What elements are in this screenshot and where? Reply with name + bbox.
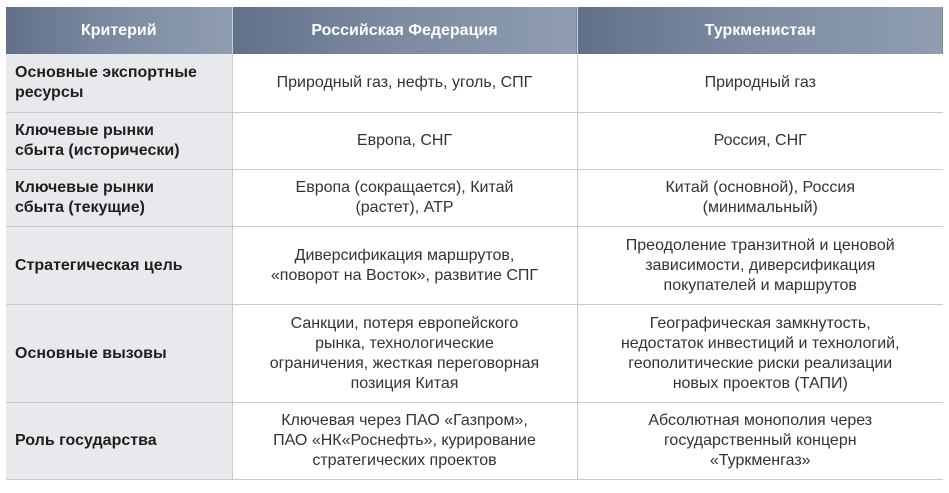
- criterion-cell: [6, 305, 232, 403]
- russia-text: Ключевая через ПАО «Газпром», ПАО «НК«Роснефть», курирование стратегических проектов: [273, 412, 536, 469]
- criterion-text: Основные вызовы: [15, 344, 167, 362]
- header-criterion: Критерий: [6, 7, 232, 54]
- criterion-cell: [6, 113, 232, 170]
- russia-cell: [232, 113, 577, 170]
- russia-text: Диверсификация маршрутов, «поворот на Восток», развитие СПГ: [270, 246, 539, 284]
- header-russia: Российская Федерация: [232, 7, 577, 54]
- turkmenistan-text: Абсолютная монополия через государственный концерн «Туркменгаз»: [648, 412, 873, 469]
- table-row: [6, 305, 943, 403]
- comparison-table-container: [6, 7, 943, 480]
- table-header: [6, 7, 943, 54]
- criterion-text: Основные экспортные ресурсы: [15, 64, 197, 101]
- russia-text: Природный газ, нефть, уголь, СПГ: [276, 74, 533, 91]
- table-body: [6, 54, 943, 480]
- russia-text: Европа, СНГ: [356, 132, 453, 149]
- turkmenistan-text: Природный газ: [704, 74, 816, 91]
- turkmenistan-text: Китай (основной), Россия (минимальный): [665, 179, 855, 216]
- header-turkmenistan: Туркменистан: [577, 7, 943, 54]
- comparison-table: [6, 7, 943, 480]
- turkmenistan-cell: [577, 113, 943, 170]
- table-row: [6, 227, 943, 305]
- table-row: [6, 403, 943, 480]
- criterion-text: Роль государства: [15, 432, 157, 449]
- criterion-text: Ключевые рынки сбыта (исторически): [15, 122, 180, 159]
- turkmenistan-cell: [577, 305, 943, 403]
- criterion-cell: [6, 170, 232, 227]
- turkmenistan-text: Преодоление транзитной и ценовой зависимости, диверсификация покупателей и маршрутов: [625, 236, 895, 294]
- turkmenistan-text: Россия, СНГ: [713, 132, 807, 149]
- criterion-text: Ключевые рынки сбыта (текущие): [15, 179, 154, 216]
- russia-text: Европа (сокращается), Китай (растет), АТР: [295, 179, 514, 216]
- russia-cell: [232, 170, 577, 227]
- criterion-cell: [6, 403, 232, 480]
- russia-text: Санкции, потеря европейского рынка, технологические ограничения, жесткая переговорная позиция Китая: [269, 314, 540, 392]
- russia-cell: [232, 403, 577, 480]
- table-row: [6, 170, 943, 227]
- russia-cell: [232, 305, 577, 403]
- turkmenistan-cell: [577, 54, 943, 113]
- header-row: [6, 7, 943, 54]
- criterion-cell: [6, 54, 232, 113]
- table-row: [6, 54, 943, 113]
- table-row: [6, 113, 943, 170]
- criterion-text: Стратегическая цель: [15, 256, 183, 274]
- russia-cell: [232, 227, 577, 305]
- turkmenistan-cell: [577, 170, 943, 227]
- turkmenistan-text: Географическая замкнутость, недостаток инвестиций и технологий, геополитические риски реализации новых проектов (ТАПИ): [620, 314, 900, 392]
- russia-cell: [232, 54, 577, 113]
- turkmenistan-cell: [577, 403, 943, 480]
- turkmenistan-cell: [577, 227, 943, 305]
- criterion-cell: [6, 227, 232, 305]
